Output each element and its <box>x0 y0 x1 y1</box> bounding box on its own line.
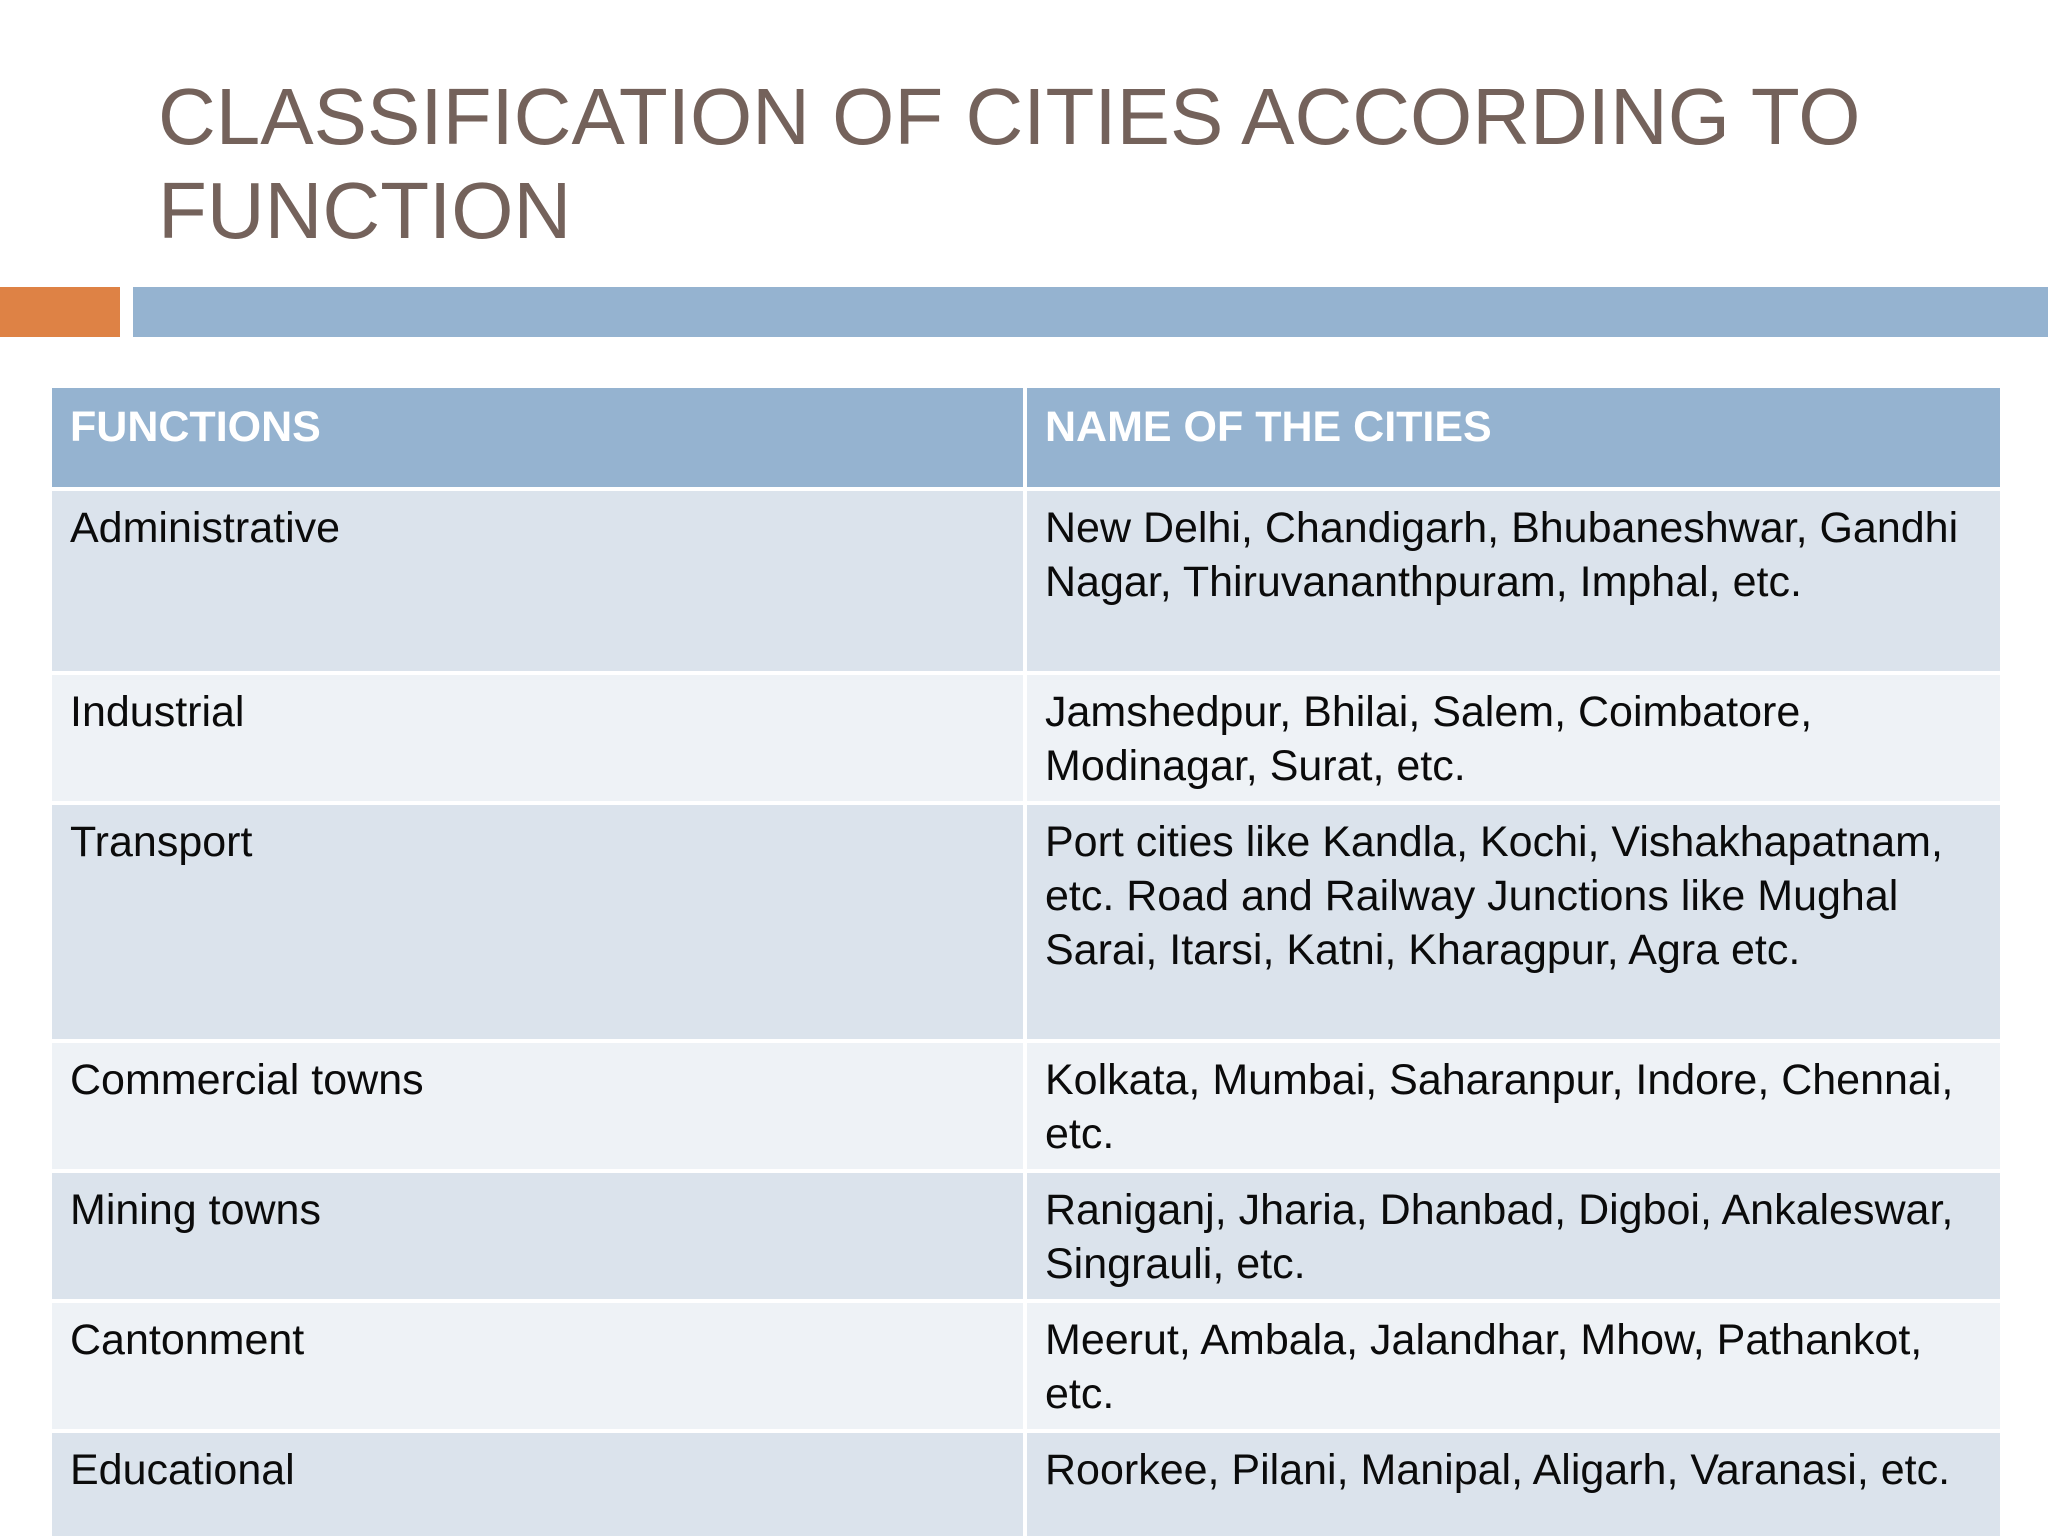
cities-text: Port cities like Kandla, Kochi, Vishakhapatnam, <box>1045 818 1943 866</box>
function-cell: Commercial towns <box>50 1041 1025 1171</box>
cities-text: etc. Road and Railway Junctions like Mughal Sarai, Itarsi, Katni, Kharagpur, Agra etc. <box>1045 872 1899 974</box>
title-rule-bar <box>133 287 2048 337</box>
cities-text: Roorkee, Pilani, Manipal, Aligarh, Varanasi, etc. <box>1045 1446 1951 1494</box>
table-row <box>50 1431 2002 1536</box>
table-row <box>50 673 2002 803</box>
function-cell: Mining towns <box>50 1171 1025 1301</box>
accent-bar <box>0 287 120 337</box>
cities-table <box>48 384 2004 1536</box>
cities-cell <box>1025 1301 2002 1431</box>
function-cell: Educational <box>50 1431 1025 1536</box>
cities-text: Meerut, Ambala, Jalandhar, Mhow, Pathankot, etc. <box>1045 1316 1923 1418</box>
function-cell: Industrial <box>50 673 1025 803</box>
cities-cell <box>1025 1431 2002 1536</box>
slide-title: CLASSIFICATION OF CITIES ACCORDING TO FUNCTION <box>158 72 1861 255</box>
function-cell: Cantonment <box>50 1301 1025 1431</box>
table-row <box>50 803 2002 1041</box>
function-cell: Transport <box>50 803 1025 1041</box>
cities-text: Jamshedpur, Bhilai, Salem, Coimbatore, Modinagar, Surat, etc. <box>1045 688 1813 790</box>
table-row <box>50 1171 2002 1301</box>
header-functions: FUNCTIONS <box>50 386 1025 489</box>
table-row <box>50 1301 2002 1431</box>
cities-cell <box>1025 489 2002 673</box>
cities-cell <box>1025 1041 2002 1171</box>
table-header-row <box>50 386 2002 489</box>
cities-cell <box>1025 803 2002 1041</box>
cities-text: Kolkata, Mumbai, Saharanpur, Indore, Chennai, etc. <box>1045 1056 1954 1158</box>
header-city-names: NAME OF THE CITIES <box>1025 386 2002 489</box>
cities-cell <box>1025 673 2002 803</box>
cities-cell <box>1025 1171 2002 1301</box>
table-row <box>50 1041 2002 1171</box>
cities-text: Raniganj, Jharia, Dhanbad, Digboi, Ankaleswar, Singrauli, etc. <box>1045 1186 1954 1288</box>
table-row <box>50 489 2002 673</box>
cities-text: New Delhi, Chandigarh, Bhubaneshwar, Gandhi Nagar, Thiruvananthpuram, Imphal, etc. <box>1045 504 1959 606</box>
function-cell: Administrative <box>50 489 1025 673</box>
